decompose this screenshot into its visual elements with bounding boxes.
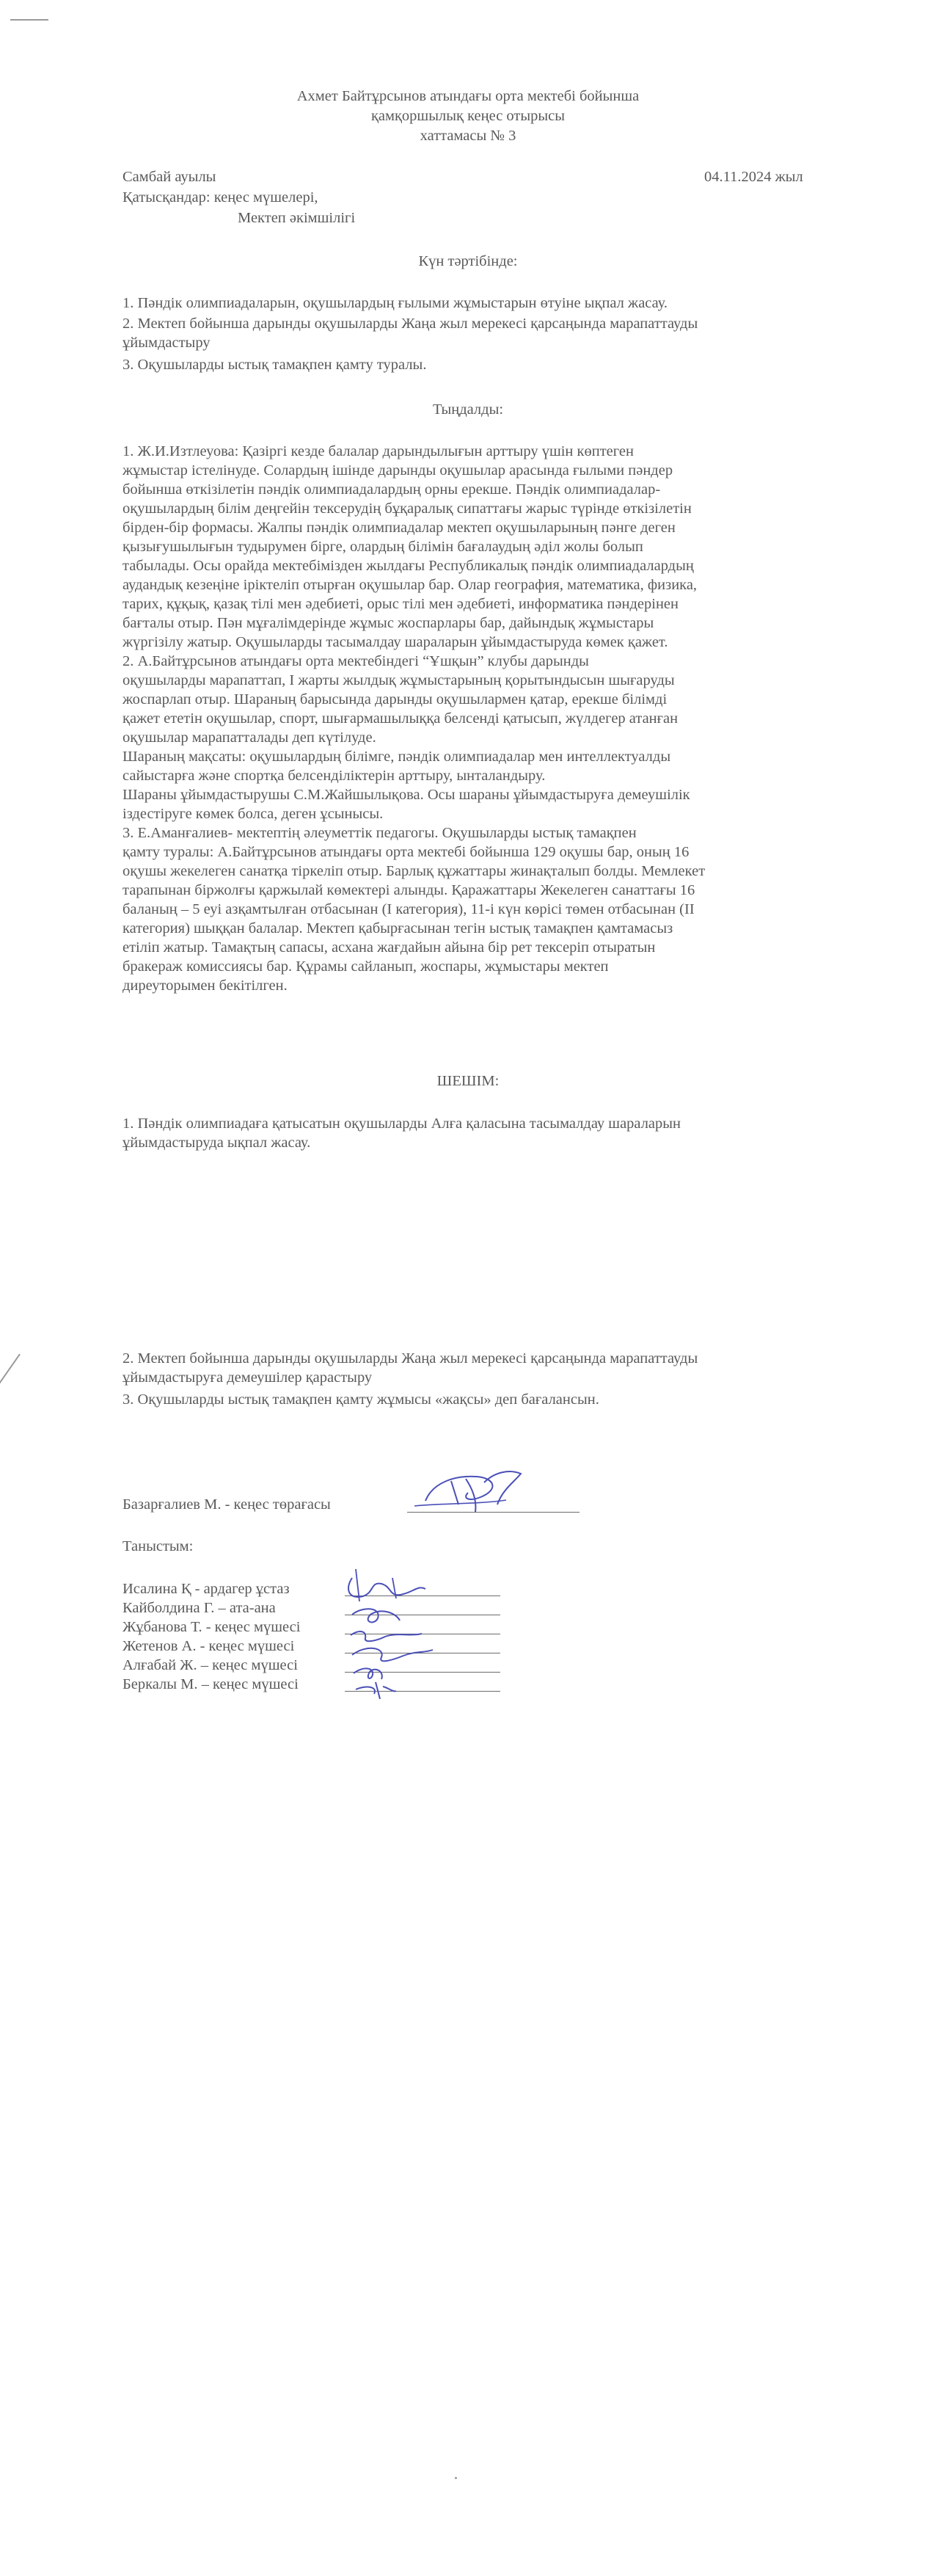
decision-item-1a: 1. Пәндік олимпиадаға қатысатын оқушыларды Алға қаласына тасымалдау шараларын bbox=[123, 1116, 681, 1132]
heard-paragraph-3 bbox=[123, 747, 827, 785]
decision-item-1b: ұйымдастыруда ықпал жасау. bbox=[123, 1135, 311, 1151]
heard-heading: Тыңдалды: bbox=[432, 401, 504, 418]
text-line: Шараны ұйымдастырушы С.М.Жайшылықова. Осы шараны ұйымдастыруға демеушілік bbox=[123, 787, 690, 803]
text-line: категория) шыққан балалар. Мектеп қабырғасынан тегін ыстық тамақпен қамтамасыз bbox=[123, 920, 673, 936]
member-signer: Жұбанова Т. - кеңес мүшесі bbox=[123, 1619, 301, 1635]
text-line: 3. Е.Аманғалиев- мектептің әлеуметтік педагогы. Оқушыларды ыстық тамақпен bbox=[123, 825, 637, 841]
place: Самбай ауылы bbox=[123, 169, 216, 185]
decision-item-2b: ұйымдастыруға демеушілер қарастыру bbox=[123, 1369, 373, 1386]
text-line: баланың – 5 еуі азқамтылған отбасынан (I категория), 11-і күн көрісі төмен отбасынан (II bbox=[123, 901, 695, 917]
text-line: жүргізілу жатыр. Оқушыларды тасымалдау шараларын ұйымдастыруда көмек қажет. bbox=[123, 634, 668, 650]
decision-item-3: 3. Оқушыларды ыстық тамақпен қамту жұмысы «жақсы» деп бағалансын. bbox=[123, 1391, 599, 1408]
text-line: қызығушылығын тудырумен бірге, олардың білімін бағалаудың әділ жолы болып bbox=[123, 539, 643, 555]
text-line: Шараның мақсаты: оқушылардың білімге, пәндік олимпиадалар мен интеллектуалды bbox=[123, 749, 671, 765]
agenda-heading: Күн тәртібінде: bbox=[418, 253, 518, 269]
doc-title-line2: қамқоршылық кеңес отырысы bbox=[370, 108, 566, 124]
acquainted-label: Таныстым: bbox=[123, 1538, 194, 1554]
text-line: оқушылардың білім деңгейін тексерудің бұқаралық сипаттағы жарыс түрінде өткізілетін bbox=[123, 501, 692, 517]
agenda-item-2a: 2. Мектеп бойынша дарынды оқушыларды Жаңа жыл мерекесі қарсаңында марапаттауды bbox=[123, 316, 698, 332]
heard-paragraph-4 bbox=[123, 785, 827, 823]
text-line: аудандық кезеңіне іріктеліп отырған оқушылар бар. Олар география, математика, физика, bbox=[123, 577, 698, 593]
text-line: оқушыларды марапаттап, I жарты жылдық жұмыстарының қорытындысын шығаруды bbox=[123, 672, 675, 688]
heard-paragraph-5 bbox=[123, 823, 827, 995]
text-line: сайыстарға және спортқа белсенділіктерін арттыру, ынталандыру. bbox=[123, 768, 546, 784]
text-line: іздестіруге көмек болса, деген ұсынысы. bbox=[123, 806, 384, 822]
member-signer: Жетенов А. - кеңес мүшесі bbox=[123, 1638, 295, 1654]
scan-speck bbox=[455, 2477, 457, 2479]
text-line: жұмыстар істелінуде. Солардың ішінде дарынды оқушылар арасында ғылыми пәндер bbox=[123, 462, 673, 479]
text-line: қажет ететін оқушылар, спорт, шығармашылыққа белсенді қатысып, жүлдегер атанған bbox=[123, 710, 679, 727]
text-line: оқушылар марапатталады деп күтілуде. bbox=[123, 729, 376, 746]
text-line: оқушы жекелеген санатқа тіркеліп отыр. Барлық құжаттары жинақталып болды. Мемлекет bbox=[123, 863, 706, 879]
member-signer: Исалина Қ - ардагер ұстаз bbox=[123, 1581, 290, 1597]
text-line: 1. Ж.И.Изтлеуова: Қазіргі кезде балалар дарындылығын арттыру үшін көптеген bbox=[123, 443, 634, 459]
member-signer: Алғабай Ж. – кеңес мүшесі bbox=[123, 1657, 298, 1673]
participants-line2: Мектеп әкімшілігі bbox=[238, 210, 356, 226]
heard-paragraph-2 bbox=[123, 652, 827, 747]
doc-title-line1: Ахмет Байтұрсынов атындағы орта мектебі бойынша bbox=[296, 88, 640, 104]
text-line: етіліп жатыр. Тамақтың сапасы, асхана жағдайын айына бір рет тексеріп отыратын bbox=[123, 939, 656, 956]
scan-mark-top bbox=[10, 19, 48, 21]
heard-paragraph-1 bbox=[123, 442, 827, 652]
agenda-item-1: 1. Пәндік олимпиадаларын, оқушылардың ғылыми жұмыстарын өтуіне ықпал жасау. bbox=[123, 295, 668, 311]
text-line: бойынша өткізілетін пәндік олимпиадалардың орны ерекше. Пәндік олимпиадалар- bbox=[123, 481, 661, 498]
text-line: тарих, құқық, қазақ тілі мен әдебиеті, орыс тілі мен әдебиеті, информатика пәндерінен bbox=[123, 596, 679, 612]
text-line: диреуторымен бекітілген. bbox=[123, 978, 288, 994]
text-line: жоспарлап отыр. Шараның барысында дарынды оқушылармен қатар, ерекше білімді bbox=[123, 691, 668, 707]
member-signer: Беркалы М. – кеңес мүшесі bbox=[123, 1676, 299, 1692]
doc-title-line3: хаттамасы № 3 bbox=[420, 128, 516, 144]
agenda-item-2b: ұйымдастыру bbox=[123, 335, 211, 351]
chair-signer: Базарғалиев М. - кеңес төрағасы bbox=[123, 1496, 331, 1513]
text-line: бракераж комиссиясы бар. Құрамы сайланып, жоспары, жұмыстары мектеп bbox=[123, 958, 609, 975]
text-line: бірден-бір формасы. Жалпы пәндік олимпиадалар мектеп оқушыларының пәнге деген bbox=[123, 520, 676, 536]
text-line: бағталы отыр. Пән мұғалімдерінде жұмыс жоспарлары бар, дайындық жұмыстары bbox=[123, 615, 654, 631]
text-line: 2. А.Байтұрсынов атындағы орта мектебіндегі “Ұшқын” клубы дарынды bbox=[123, 653, 589, 669]
decision-heading: ШЕШІМ: bbox=[436, 1073, 500, 1089]
decision-item-2a: 2. Мектеп бойынша дарынды оқушыларды Жаңа жыл мерекесі қарсаңында марапаттауды bbox=[123, 1350, 698, 1367]
scan-mark-left bbox=[0, 1353, 21, 1388]
member-signer: Кайболдина Г. – ата-ана bbox=[123, 1600, 276, 1616]
agenda-item-3: 3. Оқушыларды ыстық тамақпен қамту туралы. bbox=[123, 357, 427, 373]
text-line: қамту туралы: А.Байтұрсынов атындағы орта мектебі бойынша 129 оқушы бар, оның 16 bbox=[123, 844, 690, 860]
member-signatures bbox=[323, 1556, 469, 1703]
text-line: тарапынан біржолғы қаржылай көмектері алынды. Қаражаттары Жекелеген санаттағы 16 bbox=[123, 882, 695, 898]
participants-line1: Қатысқандар: кеңес мүшелері, bbox=[123, 189, 318, 205]
text-line: табылады. Осы орайда мектебімізден жылдағы Республикалық пәндік олимпиадалардың bbox=[123, 558, 694, 574]
chair-signature bbox=[411, 1460, 535, 1519]
date: 04.11.2024 жыл bbox=[704, 169, 803, 185]
